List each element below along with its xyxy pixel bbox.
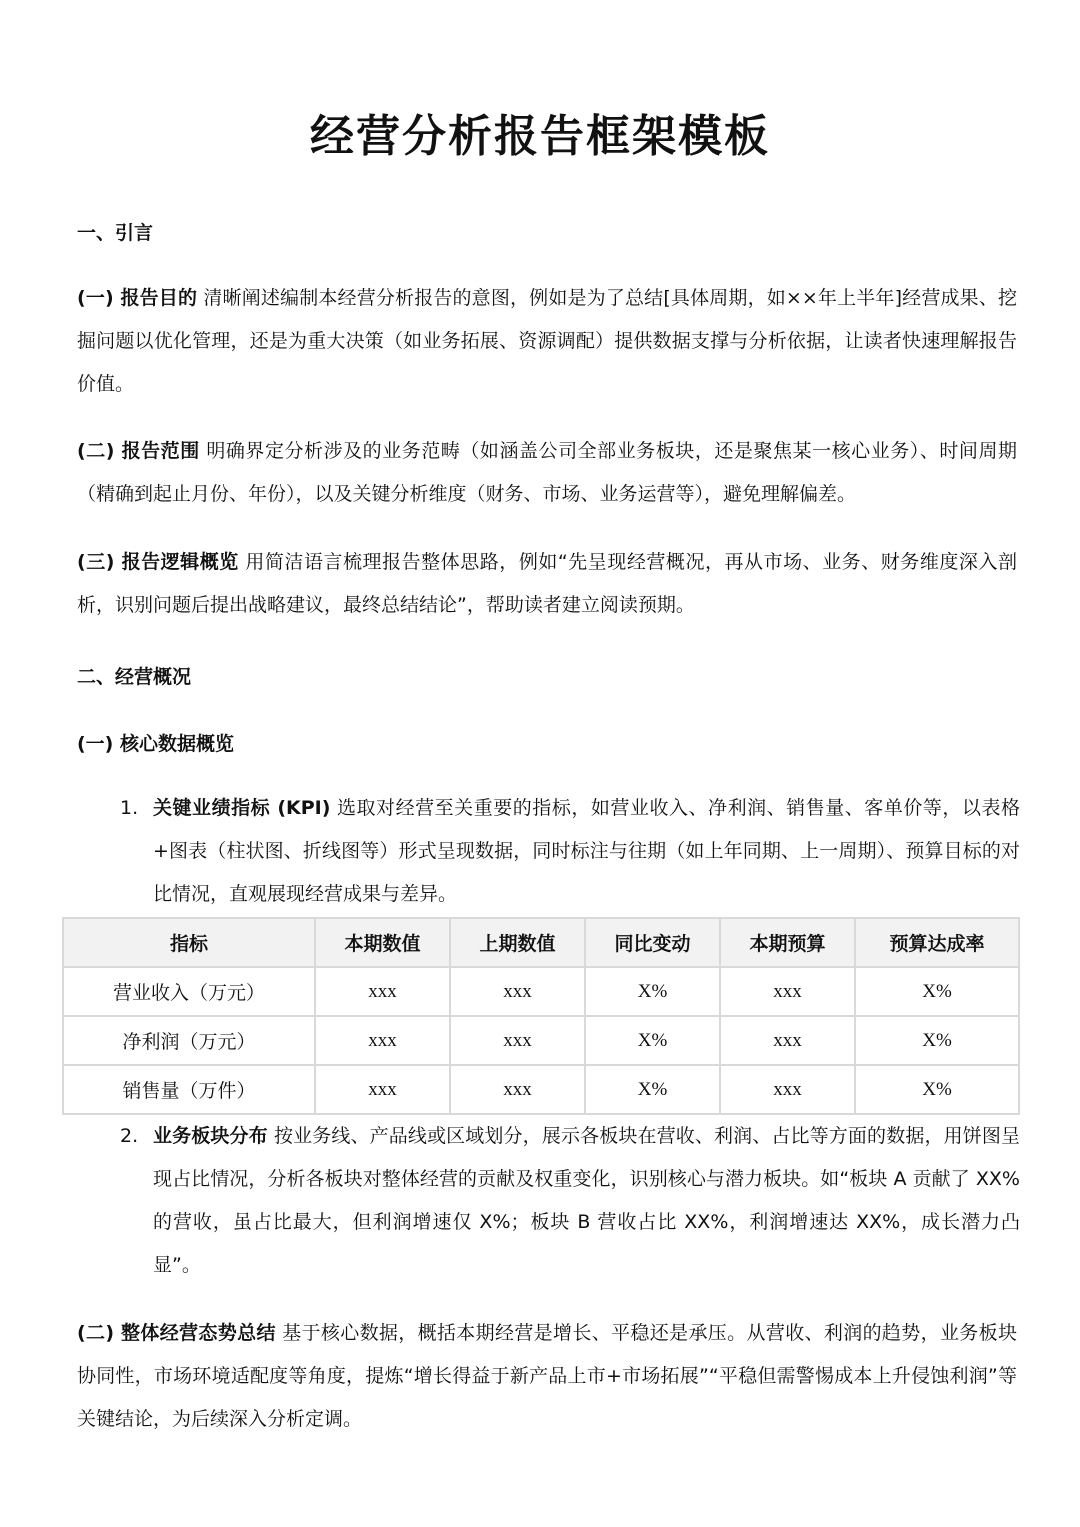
column-header: 上期数值 [450, 918, 585, 967]
table-cell-metric: 净利润（万元） [63, 1016, 315, 1065]
paragraph-text: 基于核心数据，概括本期经营是增长、平稳还是承压。从营收、利润的趋势，业务板块协同性，市场环境适配度等角度，提炼“增长得益于新产品上市+市场拓展”“平稳但需警惕成本上升侵蚀利润”等关键结论，为后续深入分析定调。 [77, 1322, 1017, 1430]
paragraph-label: (三) 报告逻辑概览 [77, 551, 239, 573]
table-cell: X% [855, 1065, 1019, 1114]
paragraph-text: 用简洁语言梳理报告整体思路，例如“先呈现经营概况，再从市场、业务、财务维度深入剖析，识别问题后提出战略建议，最终总结结论”，帮助读者建立阅读预期。 [77, 551, 1017, 616]
kpi-table [62, 917, 1020, 1115]
paragraph-report-logic [77, 541, 1017, 627]
column-header: 本期数值 [315, 918, 450, 967]
column-header: 同比变动 [585, 918, 720, 967]
table-cell: xxx [720, 967, 855, 1016]
list-item-kpi [120, 787, 1020, 916]
section-heading-overview: 二、经营概况 [77, 666, 192, 688]
list-item-label: 业务板块分布 [153, 1125, 268, 1147]
table-header-row [63, 918, 1019, 967]
column-header: 预算达成率 [855, 918, 1019, 967]
list-item-label: 关键业绩指标 (KPI) [153, 797, 331, 819]
table-cell: X% [855, 1016, 1019, 1065]
list-item-business-segments [120, 1115, 1020, 1287]
paragraph-text: 明确界定分析涉及的业务范畴（如涵盖公司全部业务板块，还是聚焦某一核心业务）、时间周期（精确到起止月份、年份），以及关键分析维度（财务、市场、业务运营等），避免理解偏差。 [77, 440, 1017, 505]
paragraph-label: (二) 报告范围 [77, 440, 200, 462]
list-item-text: 按业务线、产品线或区域划分，展示各板块在营收、利润、占比等方面的数据，用饼图呈现占比情况，分析各板块对整体经营的贡献及权重变化，识别核心与潜力板块。如“板块 A 贡献了 XX%的营收，虽占比最大，但利润增速仅 X%；板块 B 营收占比 XX%，利润增速达 XX%，成长潜力凸显”。 [153, 1125, 1020, 1276]
table-cell: xxx [315, 1016, 450, 1065]
table-cell: xxx [720, 1065, 855, 1114]
table-cell: xxx [315, 1065, 450, 1114]
table-cell: xxx [450, 967, 585, 1016]
table-cell: X% [585, 967, 720, 1016]
paragraph-report-scope [77, 430, 1017, 516]
column-header: 指标 [63, 918, 315, 967]
table-cell: xxx [720, 1016, 855, 1065]
column-header: 本期预算 [720, 918, 855, 967]
paragraph-text: 清晰阐述编制本经营分析报告的意图，例如是为了总结[具体周期，如××年上半年]经营成果、挖掘问题以优化管理，还是为重大决策（如业务拓展、资源调配）提供数据支撑与分析依据，让读者快速理解报告价值。 [77, 287, 1017, 395]
list-number: 2. [120, 1125, 139, 1147]
table-row [63, 1016, 1019, 1065]
paragraph-label: (一) 报告目的 [77, 287, 198, 309]
table-cell: xxx [450, 1065, 585, 1114]
table-row [63, 1065, 1019, 1114]
table-cell: xxx [450, 1016, 585, 1065]
list-item-text: 选取对经营至关重要的指标，如营业收入、净利润、销售量、客单价等，以表格+图表（柱状图、折线图等）形式呈现数据，同时标注与往期（如上年同期、上一周期）、预算目标的对比情况，直观展现经营成果与差异。 [153, 797, 1021, 905]
paragraph-label: (二) 整体经营态势总结 [77, 1322, 276, 1344]
table-row [63, 967, 1019, 1016]
table-cell-metric: 营业收入（万元） [63, 967, 315, 1016]
table-cell-metric: 销售量（万件） [63, 1065, 315, 1114]
subsection-heading-core-data: (一) 核心数据概览 [77, 733, 234, 755]
table-cell: X% [585, 1016, 720, 1065]
list-number: 1. [120, 797, 139, 819]
paragraph-report-purpose [77, 277, 1017, 406]
table-cell: xxx [315, 967, 450, 1016]
paragraph-overall-summary [77, 1312, 1017, 1441]
document-title: 经营分析报告框架模板 [310, 111, 770, 162]
table-cell: X% [855, 967, 1019, 1016]
section-heading-introduction: 一、引言 [77, 222, 154, 244]
table-cell: X% [585, 1065, 720, 1114]
